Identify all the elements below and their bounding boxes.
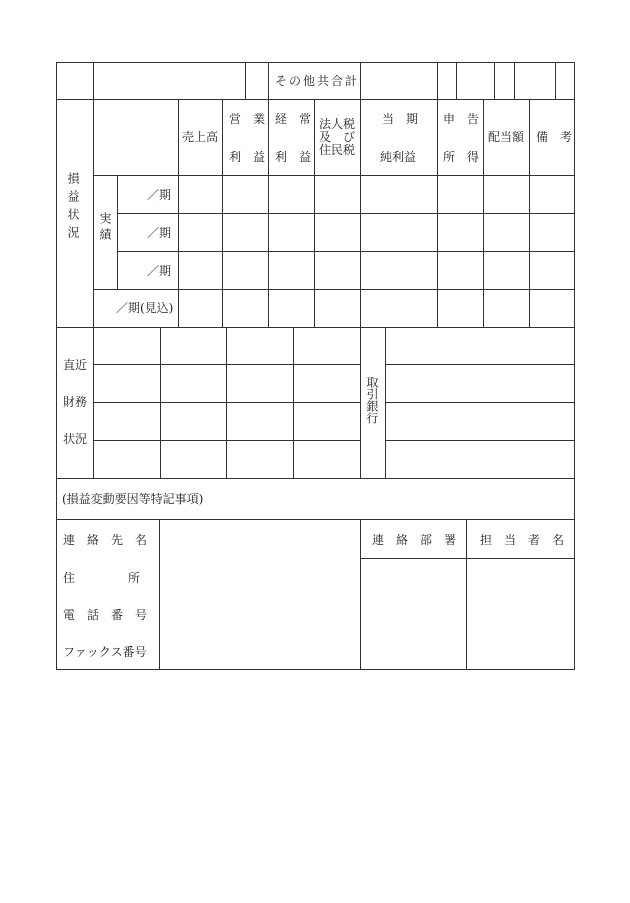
col-net-line2: 純利益 xyxy=(380,150,417,164)
notes-label: (損益変動要因等特記事項) xyxy=(62,492,204,506)
contact-name-label: 連 絡 先 名 xyxy=(63,533,148,547)
rule xyxy=(222,99,223,327)
rule xyxy=(268,99,269,327)
address-label: 住 所 xyxy=(63,571,142,585)
forecast-row: ／期(見込) xyxy=(116,301,174,315)
financials-label-2: 財務 xyxy=(63,395,88,409)
col-sales: 売上高 xyxy=(182,130,219,144)
col-dividend: 配当額 xyxy=(488,130,525,144)
rule xyxy=(360,62,361,99)
rule xyxy=(494,62,495,99)
rule xyxy=(56,62,575,63)
period-row-3: ／期 xyxy=(147,264,172,278)
rule xyxy=(314,99,315,327)
rule xyxy=(574,62,575,670)
rule xyxy=(385,327,386,478)
rule xyxy=(360,519,361,669)
rule xyxy=(93,289,575,290)
profit-section-label: 損益状況 xyxy=(66,172,80,244)
rule xyxy=(555,62,556,99)
rule xyxy=(56,62,57,670)
rule xyxy=(56,327,575,328)
financials-label-3: 状況 xyxy=(63,432,88,446)
rule xyxy=(466,519,467,669)
header-label: その他共合計 xyxy=(275,74,360,88)
rule xyxy=(529,99,530,327)
col-remarks: 備 考 xyxy=(536,130,573,144)
rule xyxy=(56,99,575,100)
results-label: 実績 xyxy=(98,212,112,244)
col-net-line1: 当 期 xyxy=(382,112,419,126)
bank-label: 取引銀行 xyxy=(365,376,379,424)
rule xyxy=(385,364,575,365)
rule xyxy=(437,99,438,327)
rule xyxy=(159,519,160,669)
rule xyxy=(93,175,575,176)
rule xyxy=(56,669,575,670)
rule xyxy=(93,99,94,327)
rule xyxy=(178,99,179,327)
financials-label-1: 直近 xyxy=(63,358,88,372)
rule xyxy=(483,99,484,327)
person-label: 担 当 者 名 xyxy=(480,533,565,547)
fax-label: ファックス番号 xyxy=(63,645,147,659)
col-ordinary-line2: 利 益 xyxy=(275,150,312,164)
rule xyxy=(360,327,361,478)
rule xyxy=(93,327,94,478)
col-declared-line2: 所 得 xyxy=(443,150,480,164)
rule xyxy=(160,327,161,478)
rule xyxy=(437,62,438,99)
rule xyxy=(514,62,515,99)
col-tax-line1: 法人税 xyxy=(319,117,356,131)
rule xyxy=(293,327,294,478)
rule xyxy=(385,440,575,441)
col-operating-line2: 利 益 xyxy=(229,150,266,164)
rule xyxy=(268,62,269,99)
col-declared-line1: 申 告 xyxy=(443,112,480,126)
rule xyxy=(93,62,94,99)
rule xyxy=(117,251,575,252)
phone-label: 電 話 番 号 xyxy=(63,608,148,622)
period-row-1: ／期 xyxy=(147,188,172,202)
rule xyxy=(245,62,246,99)
rule xyxy=(56,519,575,520)
col-operating-line1: 営 業 xyxy=(229,112,266,126)
rule xyxy=(56,478,575,479)
rule xyxy=(117,213,575,214)
col-tax-line2: 及 び xyxy=(319,130,356,144)
period-row-2: ／期 xyxy=(147,226,172,240)
rule xyxy=(360,99,361,327)
rule xyxy=(385,402,575,403)
col-tax-line3: 住民税 xyxy=(319,143,356,157)
col-ordinary-line1: 経 常 xyxy=(275,112,312,126)
rule xyxy=(360,558,575,559)
rule xyxy=(117,175,118,289)
rule xyxy=(456,62,457,99)
rule xyxy=(226,327,227,478)
department-label: 連 絡 部 署 xyxy=(372,533,457,547)
